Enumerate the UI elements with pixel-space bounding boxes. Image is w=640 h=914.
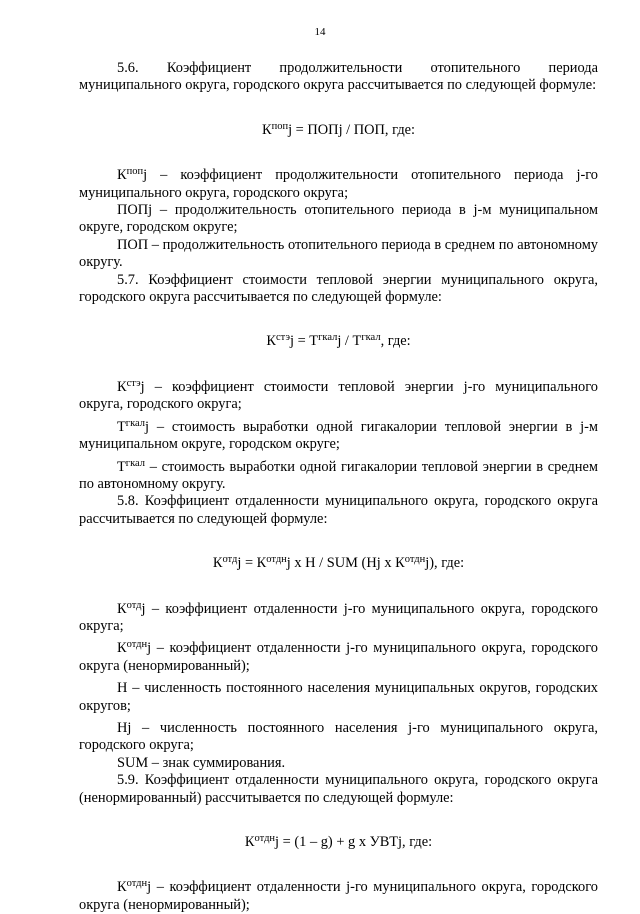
definition-kpop: $К^{поп}j$ – коэффициент продолжительности отопительного периода j-го муниципального округа, городского округа; (79, 166, 598, 201)
definition-kotdn: $К^{отдн}j$ – коэффициент отдаленности j-го муниципального округа, городского округа (ненормированный); (79, 639, 598, 674)
definition-tgkal: $Т^{гкал}$ – стоимость выработки одной гигакалории тепловой энергии в среднем по автономному округу. (79, 457, 598, 492)
definition-kotdn-2: $К^{отдн}j$ – коэффициент отдаленности j-го муниципального округа, городского округа (ненормированный); (79, 878, 598, 913)
formula-kpop: $К^{поп}j$ = ПОПj / ПОП, где: (261, 120, 416, 138)
page-number: 14 (314, 26, 326, 38)
definition-tgkal-j: $Т^{гкал}j$ – стоимость выработки одной гигакалории тепловой энергии в j-м муниципальном округе, городском округе; (79, 417, 598, 453)
definition-h: H – численность постоянного населения муниципальных округов, городских округов; (79, 680, 598, 714)
definition-kste: $К^{стэ}j$ – коэффициент стоимости тепловой энергии j-го муниципального округа, городского округа; (79, 377, 598, 413)
section-5-7: 5.7. Коэффициент стоимости тепловой энергии муниципального округа, городского округа рассчитывается по следующей формуле: (79, 271, 598, 306)
definition-pop: ПОП – продолжительность отопительного периода в среднем по автономному округу. (79, 236, 598, 271)
formula-kotdn: $К^{отдн}j = (1 - g) + g$ x УВТj, где: (244, 833, 433, 850)
section-5-9: 5.9. Коэффициент отдаленности муниципального округа, городского округа (ненормированный) рассчитывается по следующей формуле: (79, 772, 598, 806)
formula-kste: $К^{стэ}j = Т^{гкал}j / Т^{гкал}$, где: (266, 332, 411, 350)
definition-hj: Hj – численность постоянного населения j-го муниципального округа, городского округа; (79, 719, 598, 754)
definition-sum: SUM – знак суммирования. (117, 754, 286, 771)
section-5-6: 5.6. Коэффициент продолжительности отопительного периода муниципального округа, городского округа рассчитывается по следующей формуле: (79, 60, 598, 94)
definition-popj: ПОПj – продолжительность отопительного периода в j-м муниципальном округе, городском округе; (79, 202, 598, 236)
definition-kotd: $К^{отд}j$ – коэффициент отдаленности j-го муниципального округа, городского округа; (79, 599, 598, 634)
section-5-8: 5.8. Коэффициент отдаленности муниципального округа, городского округа рассчитывается по следующей формуле: (79, 493, 598, 527)
formula-kotd: $К^{отд}j = К^{отдн}j$ x H / SUM (Hj x $К^{отдн}j$), где: (212, 554, 465, 572)
page-content (79, 60, 598, 914)
